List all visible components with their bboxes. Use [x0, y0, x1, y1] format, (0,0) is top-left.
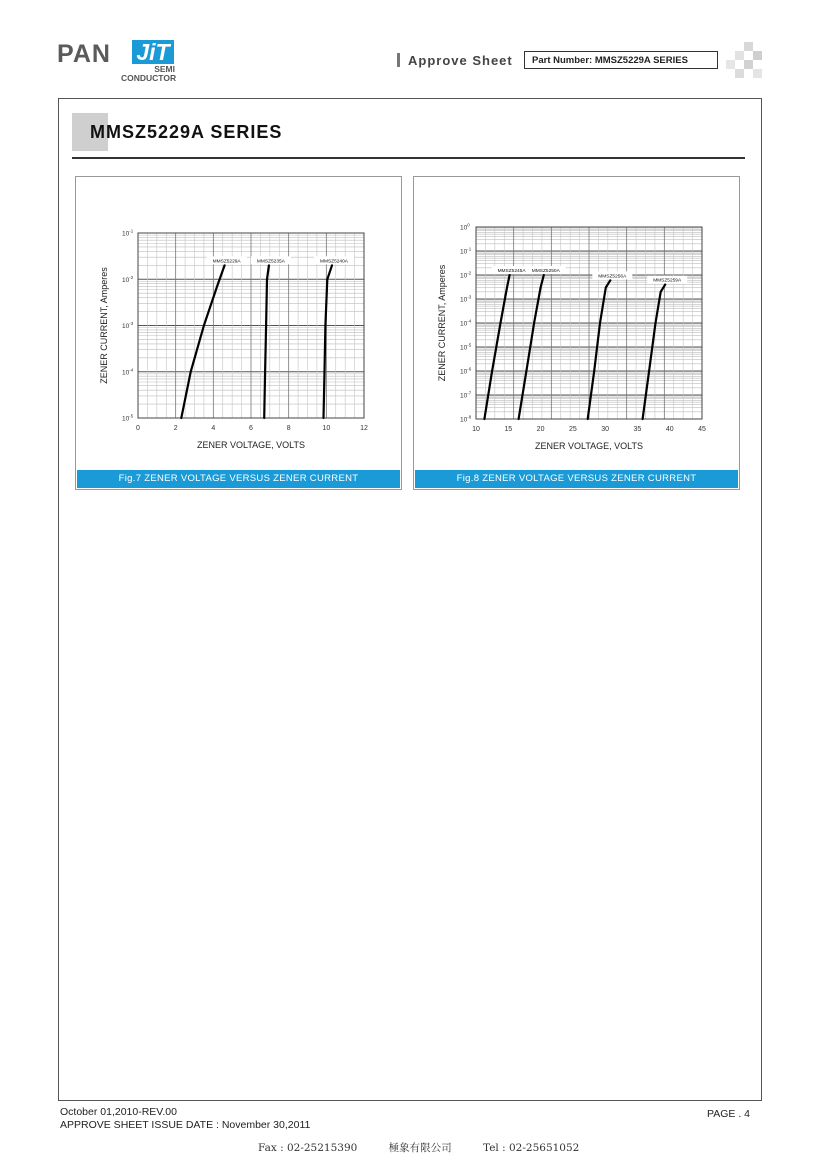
footer-date-rev: October 01,2010-REV.00 [60, 1106, 177, 1118]
y-tick-label: $10^{-5}$ [460, 342, 472, 352]
y-tick-label: $10^{-4}$ [460, 318, 472, 328]
x-axis-label: ZENER VOLTAGE, VOLTS [534, 441, 644, 451]
x-tick-label: 6 [249, 425, 253, 432]
figure-8-panel [413, 176, 740, 490]
x-axis-label: ZENER VOLTAGE, VOLTS [196, 440, 306, 450]
figure-7-chart [76, 177, 401, 471]
part-number-box: Part Number: MMSZ5229A SERIES [524, 51, 718, 69]
x-tick-label: 2 [173, 425, 178, 432]
figure-7-panel [75, 176, 402, 490]
y-tick-label: $10^{-5}$ [122, 413, 134, 423]
series-label: MMSZ5235A [256, 259, 285, 265]
x-tick-label: 20 [536, 426, 545, 433]
y-tick-label: $10^0$ [460, 222, 470, 232]
series-label: MMSZ5240A [319, 259, 348, 265]
series-label: MMSZ5229A [212, 259, 241, 265]
x-tick-label: 30 [601, 426, 610, 433]
y-tick-label: $10^{-2}$ [460, 270, 472, 280]
x-tick-label: 10 [322, 425, 331, 432]
x-tick-label: 25 [568, 426, 577, 433]
approve-sheet-label: Approve Sheet [408, 53, 513, 68]
figure-7-caption: Fig.7 ZENER VOLTAGE VERSUS ZENER CURRENT [77, 470, 400, 488]
x-tick-label: 4 [211, 425, 216, 432]
y-tick-label: $10^{-1}$ [460, 246, 472, 256]
y-axis-label: ZENER CURRENT, Amperes [437, 264, 447, 382]
x-tick-label: 45 [698, 426, 706, 433]
x-tick-label: 40 [665, 426, 674, 433]
y-tick-label: $10^{-1}$ [122, 228, 134, 238]
y-tick-label: $10^{-8}$ [460, 414, 472, 424]
series-label: MMSZ5259A [653, 278, 682, 284]
x-tick-label: 35 [633, 426, 642, 433]
logo-semi-text: SEMI [154, 64, 175, 74]
company-name: 極象有限公司 [388, 1142, 452, 1154]
x-tick-label: 15 [504, 426, 513, 433]
series-curve [181, 265, 224, 418]
x-tick-label: 0 [136, 425, 140, 432]
x-tick-label: 12 [360, 425, 368, 432]
series-label: MMSZ5245A [497, 269, 526, 274]
footer-issue-date: APPROVE SHEET ISSUE DATE : November 30,2011 [60, 1119, 311, 1131]
series-curve [264, 265, 269, 418]
y-tick-label: $10^{-3}$ [122, 321, 134, 330]
series-curve [324, 265, 333, 418]
y-tick-label: $10^{-4}$ [122, 367, 134, 377]
tel-number: Tel : 02-25651052 [483, 1142, 580, 1154]
logo-jit-text: JiT [132, 40, 174, 64]
x-tick-label: 10 [472, 426, 480, 433]
contact-line [258, 1140, 607, 1155]
checker-decoration [726, 42, 762, 78]
page-number: PAGE . 4 [707, 1108, 750, 1120]
title-rule [72, 157, 745, 159]
page-title: MMSZ5229A SERIES [90, 122, 283, 142]
figure-8-caption: Fig.8 ZENER VOLTAGE VERSUS ZENER CURRENT [415, 470, 738, 488]
x-tick-label: 8 [286, 425, 291, 432]
logo-pan-text: PAN [57, 40, 111, 68]
y-axis-label: ZENER CURRENT, Amperes [99, 267, 109, 384]
y-tick-label: $10^{-6}$ [460, 366, 472, 376]
y-tick-label: $10^{-3}$ [460, 294, 472, 304]
logo-conductor-text: CONDUCTOR [121, 73, 177, 83]
y-tick-label: $10^{-7}$ [460, 390, 472, 400]
fax-number: Fax : 02-25215390 [258, 1142, 358, 1154]
series-label: MMSZ5250A [531, 269, 560, 274]
approve-marker [397, 53, 400, 67]
figure-8-chart [414, 177, 739, 471]
panjit-logo [57, 40, 187, 86]
series-label: MMSZ5256A [598, 274, 627, 280]
y-tick-label: $10^{-2}$ [122, 274, 134, 284]
